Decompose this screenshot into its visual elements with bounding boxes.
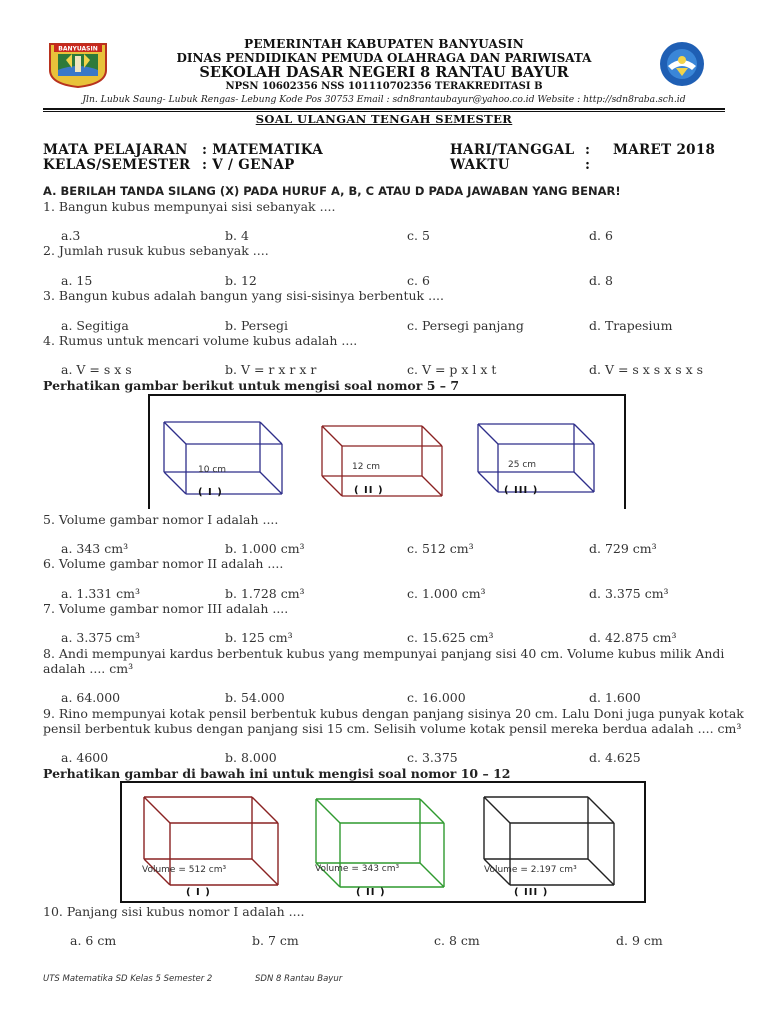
footer-left: UTS Matematika SD Kelas 5 Semester 2: [43, 974, 213, 984]
header-line-1: PEMERINTAH KABUPATEN BANYUASIN: [244, 37, 524, 51]
date-value: MARET 2018: [613, 142, 716, 158]
q5-option-b[interactable]: b. 1.000 cm³: [225, 541, 305, 556]
question-8-cont: adalah .... cm³: [43, 661, 134, 676]
q8-option-b[interactable]: b. 54.000: [225, 690, 285, 705]
q6-option-d[interactable]: d. 3.375 cm³: [589, 586, 669, 601]
question-4: 4. Rumus untuk mencari volume kubus adalah ....: [43, 333, 358, 348]
q6-option-a[interactable]: a. 1.331 cm³: [61, 586, 141, 601]
subject-value: : MATEMATIKA: [202, 142, 323, 158]
q5-option-d[interactable]: d. 729 cm³: [589, 541, 657, 556]
q10-option-c[interactable]: c. 8 cm: [434, 933, 480, 948]
q9-option-a[interactable]: a. 4600: [61, 750, 109, 765]
cube-I-side-label: 10 cm: [198, 465, 227, 475]
q7-option-d[interactable]: d. 42.875 cm³: [589, 630, 677, 645]
q4-option-a[interactable]: a. V = s x s: [61, 362, 132, 377]
time-colon: :: [585, 157, 591, 173]
cube-volume-III-label: Volume = 2.197 cm³: [484, 865, 577, 875]
q9-option-b[interactable]: b. 8.000: [225, 750, 277, 765]
question-10: 10. Panjang sisi kubus nomor I adalah ....: [43, 904, 305, 919]
q10-option-d[interactable]: d. 9 cm: [616, 933, 663, 948]
q8-option-d[interactable]: d. 1.600: [589, 690, 641, 705]
q7-option-c[interactable]: c. 15.625 cm³: [407, 630, 494, 645]
header-rule-thick: [43, 108, 725, 110]
q6-option-c[interactable]: c. 1.000 cm³: [407, 586, 486, 601]
cube-volume-I-roman: ( I ): [186, 887, 211, 898]
class-label: KELAS/SEMESTER: [43, 157, 191, 173]
q6-option-b[interactable]: b. 1.728 cm³: [225, 586, 305, 601]
q8-option-a[interactable]: a. 64.000: [61, 690, 121, 705]
npsn-line: NPSN 10602356 NSS 101110702356 TERAKREDITASI B: [225, 81, 543, 92]
header-line-2: DINAS PENDIDIKAN PEMUDA OLAHRAGA DAN PARIWISATA: [176, 51, 592, 65]
q2-option-a[interactable]: a. 15: [61, 273, 93, 288]
q2-option-d[interactable]: d. 8: [589, 273, 613, 288]
q1-option-c[interactable]: c. 5: [407, 228, 430, 243]
subject-label: MATA PELAJARAN: [43, 142, 188, 158]
figure-2-cubes: [120, 781, 646, 903]
figure-1-cubes: [148, 394, 626, 509]
q2-option-c[interactable]: c. 6: [407, 273, 430, 288]
q3-option-d[interactable]: d. Trapesium: [589, 318, 673, 333]
question-9: 9. Rino mempunyai kotak pensil berbentuk kubus dengan panjang sisinya 20 cm. Lalu Doni juga punyak kotak: [43, 706, 744, 721]
question-1: 1. Bangun kubus mempunyai sisi sebanyak ....: [43, 199, 336, 214]
figure-1-instruction: Perhatikan gambar berikut untuk mengisi soal nomor 5 – 7: [43, 378, 460, 393]
cube-III-side-label: 25 cm: [508, 460, 537, 470]
figure-2-instruction: Perhatikan gambar di bawah ini untuk mengisi soal nomor 10 – 12: [43, 766, 511, 781]
cube-volume-II-label: Volume = 343 cm³: [315, 864, 400, 874]
q10-option-a[interactable]: a. 6 cm: [70, 933, 117, 948]
question-8: 8. Andi mempunyai kardus berbentuk kubus yang mempunyai panjang sisi 40 cm. Volume kubus milik Andi: [43, 646, 725, 661]
q4-option-b[interactable]: b. V = r x r x r: [225, 362, 317, 377]
q8-option-c[interactable]: c. 16.000: [407, 690, 466, 705]
q4-option-d[interactable]: d. V = s x s x s x s: [589, 362, 704, 377]
q1-option-d[interactable]: d. 6: [589, 228, 613, 243]
cube-III-drawing: [478, 424, 594, 492]
q2-option-b[interactable]: b. 12: [225, 273, 257, 288]
question-9-cont: pensil berbentuk kubus dengan panjang sisi 15 cm. Selisih volume kotak pensil mereka berdua adalah .... cm³: [43, 721, 742, 736]
cube-volume-I-label: Volume = 512 cm³: [142, 865, 227, 875]
q7-option-b[interactable]: b. 125 cm³: [225, 630, 293, 645]
time-label: WAKTU: [450, 157, 510, 173]
cube-volume-II-roman: ( II ): [356, 887, 386, 898]
question-7: 7. Volume gambar nomor III adalah ....: [43, 601, 289, 616]
q3-option-a[interactable]: a. Segitiga: [61, 318, 129, 333]
q1-option-a[interactable]: a.3: [61, 228, 81, 243]
q5-option-c[interactable]: c. 512 cm³: [407, 541, 474, 556]
q1-option-b[interactable]: b. 4: [225, 228, 249, 243]
q5-option-a[interactable]: a. 343 cm³: [61, 541, 129, 556]
school-name: SEKOLAH DASAR NEGERI 8 RANTAU BAYUR: [199, 64, 569, 81]
q10-option-b[interactable]: b. 7 cm: [252, 933, 299, 948]
question-3: 3. Bangun kubus adalah bangun yang sisi-sisinya berbentuk ....: [43, 288, 444, 303]
question-5: 5. Volume gambar nomor I adalah ....: [43, 512, 279, 527]
cube-II-roman: ( II ): [354, 485, 384, 496]
figure-2-svg: [122, 783, 644, 901]
q9-option-c[interactable]: c. 3.375: [407, 750, 458, 765]
footer-right: SDN 8 Rantau Bayur: [255, 974, 343, 984]
cube-I-drawing: [164, 422, 282, 494]
q7-option-a[interactable]: a. 3.375 cm³: [61, 630, 141, 645]
class-value: : V / GENAP: [202, 157, 295, 173]
cube-I-roman: ( I ): [198, 487, 223, 498]
date-colon: :: [585, 142, 591, 158]
section-a-instruction: A. BERILAH TANDA SILANG (X) PADA HURUF A, B, C ATAU D PADA JAWABAN YANG BENAR!: [43, 184, 621, 198]
address-line: Jln. Lubuk Saung- Lubuk Rengas- Lebung Kode Pos 30753 Email : sdn8rantaubayur@yahoo.co.id Website : http://sdn8raba.sch.id: [82, 94, 686, 105]
question-2: 2. Jumlah rusuk kubus sebanyak ....: [43, 243, 269, 258]
exam-title: SOAL ULANGAN TENGAH SEMESTER: [255, 112, 513, 126]
cube-III-roman: ( III ): [504, 485, 539, 496]
logo-text: BANYUASIN: [58, 45, 98, 53]
question-6: 6. Volume gambar nomor II adalah ....: [43, 556, 284, 571]
q9-option-d[interactable]: d. 4.625: [589, 750, 641, 765]
cube-volume-III-roman: ( III ): [514, 887, 549, 898]
q3-option-c[interactable]: c. Persegi panjang: [407, 318, 524, 333]
q3-option-b[interactable]: b. Persegi: [225, 318, 288, 333]
cube-II-side-label: 12 cm: [352, 462, 381, 472]
q4-option-c[interactable]: c. V = p x l x t: [407, 362, 497, 377]
date-label: HARI/TANGGAL: [450, 142, 575, 158]
